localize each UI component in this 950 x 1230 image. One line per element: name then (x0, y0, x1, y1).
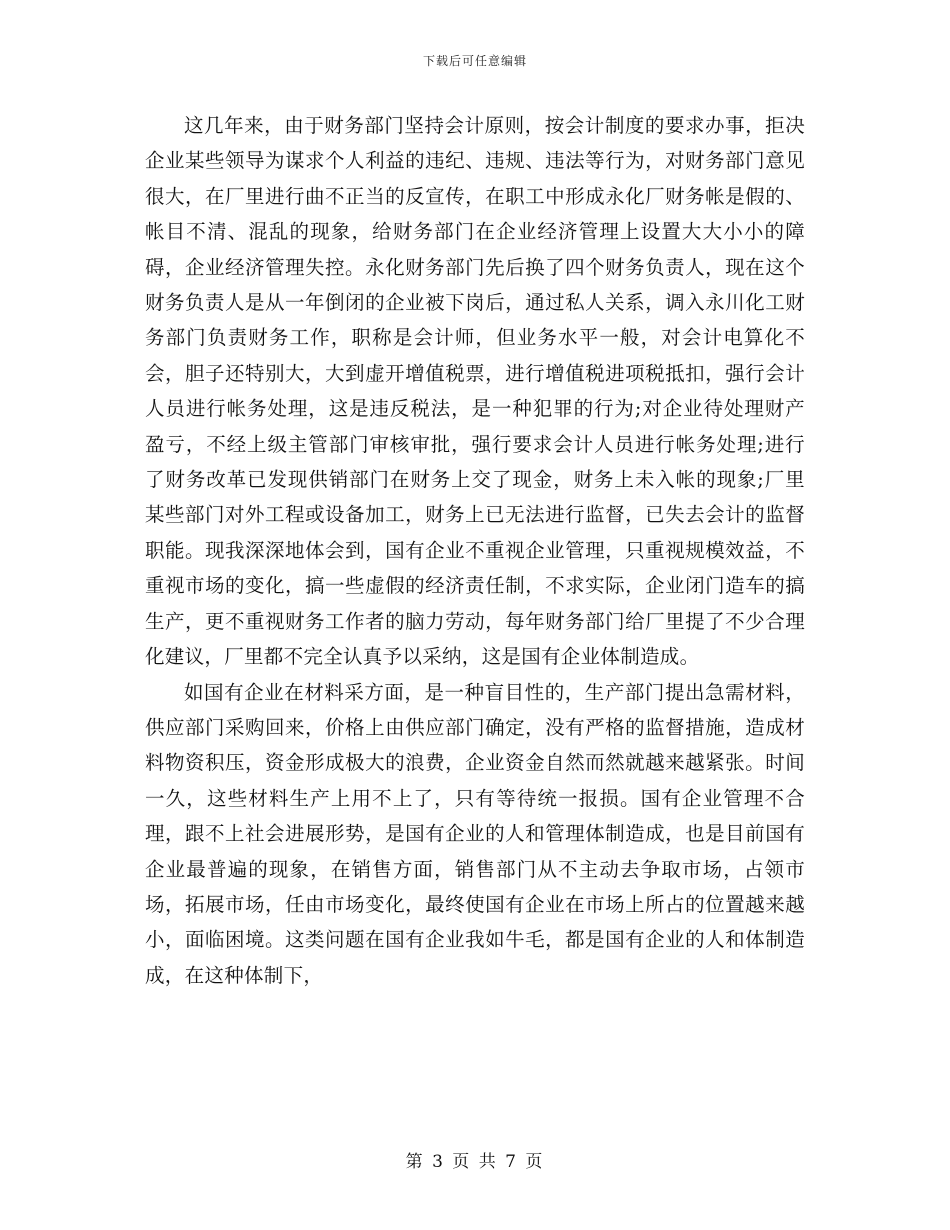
page-number-footer: 第 3 页 共 7 页 (405, 1152, 545, 1172)
paragraph-2: 如国有企业在材料采方面，是一种盲目性的，生产部门提出急需材料，供应部门采购回来，价格上由供应部门确定，没有严格的监督措施，造成材料物资积压，资金形成极大的浪费，企业资金自然而然就越来越紧张。时间一久，这些材料生产上用不上了，只有等待统一报损。国有企业管理不合理，跟不上社会进展形势，是国有企业的人和管理体制造成，也是目前国有企业最普遍的现象，在销售方面，销售部门从不主动去争取市场，占领市场，拓展市场，任由市场变化，最终使国有企业在市场上所占的位置越来越小，面临困境。这类问题在国有企业我如牛毛，都是国有企业的人和体制造成，在这种体制下， (145, 680, 805, 987)
body-content (145, 108, 805, 993)
paragraph-1: 这几年来，由于财务部门坚持会计原则，按会计制度的要求办事，拒决企业某些领导为谋求个人利益的违纪、违规、违法等行为，对财务部门意见很大，在厂里进行曲不正当的反宣传，在职工中形成永化厂财务帐是假的、帐目不清、混乱的现象，给财务部门在企业经济管理上设置大大小小的障碍，企业经济管理失控。永化财务部门先后换了四个财务负责人，现在这个财务负责人是从一年倒闭的企业被下岗后，通过私人关系，调入永川化工财务部门负责财务工作，职称是会计师，但业务水平一般，对会计电算化不会，胆子还特别大，大到虚开增值税票，进行增值税进项税抵扣，强行会计人员进行帐务处理，这是违反税法，是一种犯罪的行为;对企业待处理财产盈亏，不经上级主管部门审核审批，强行要求会计人员进行帐务处理;进行了财务改革已发现供销部门在财务上交了现金，财务上未入帐的现象;厂里某些部门对外工程或设备加工，财务上已无法进行监督，已失去会计的监督职能。现我深深地体会到，国有企业不重视企业管理，只重视规模效益，不重视市场的变化，搞一些虚假的经济责任制，不求实际，企业闭门造车的搞生产，更不重视财务工作者的脑力劳动，每年财务部门给厂里提了不少合理化建议，厂里都不完全认真予以采纳，这是国有企业体制造成。 (145, 114, 805, 669)
page-header: 下载后可任意编辑 (422, 54, 527, 68)
